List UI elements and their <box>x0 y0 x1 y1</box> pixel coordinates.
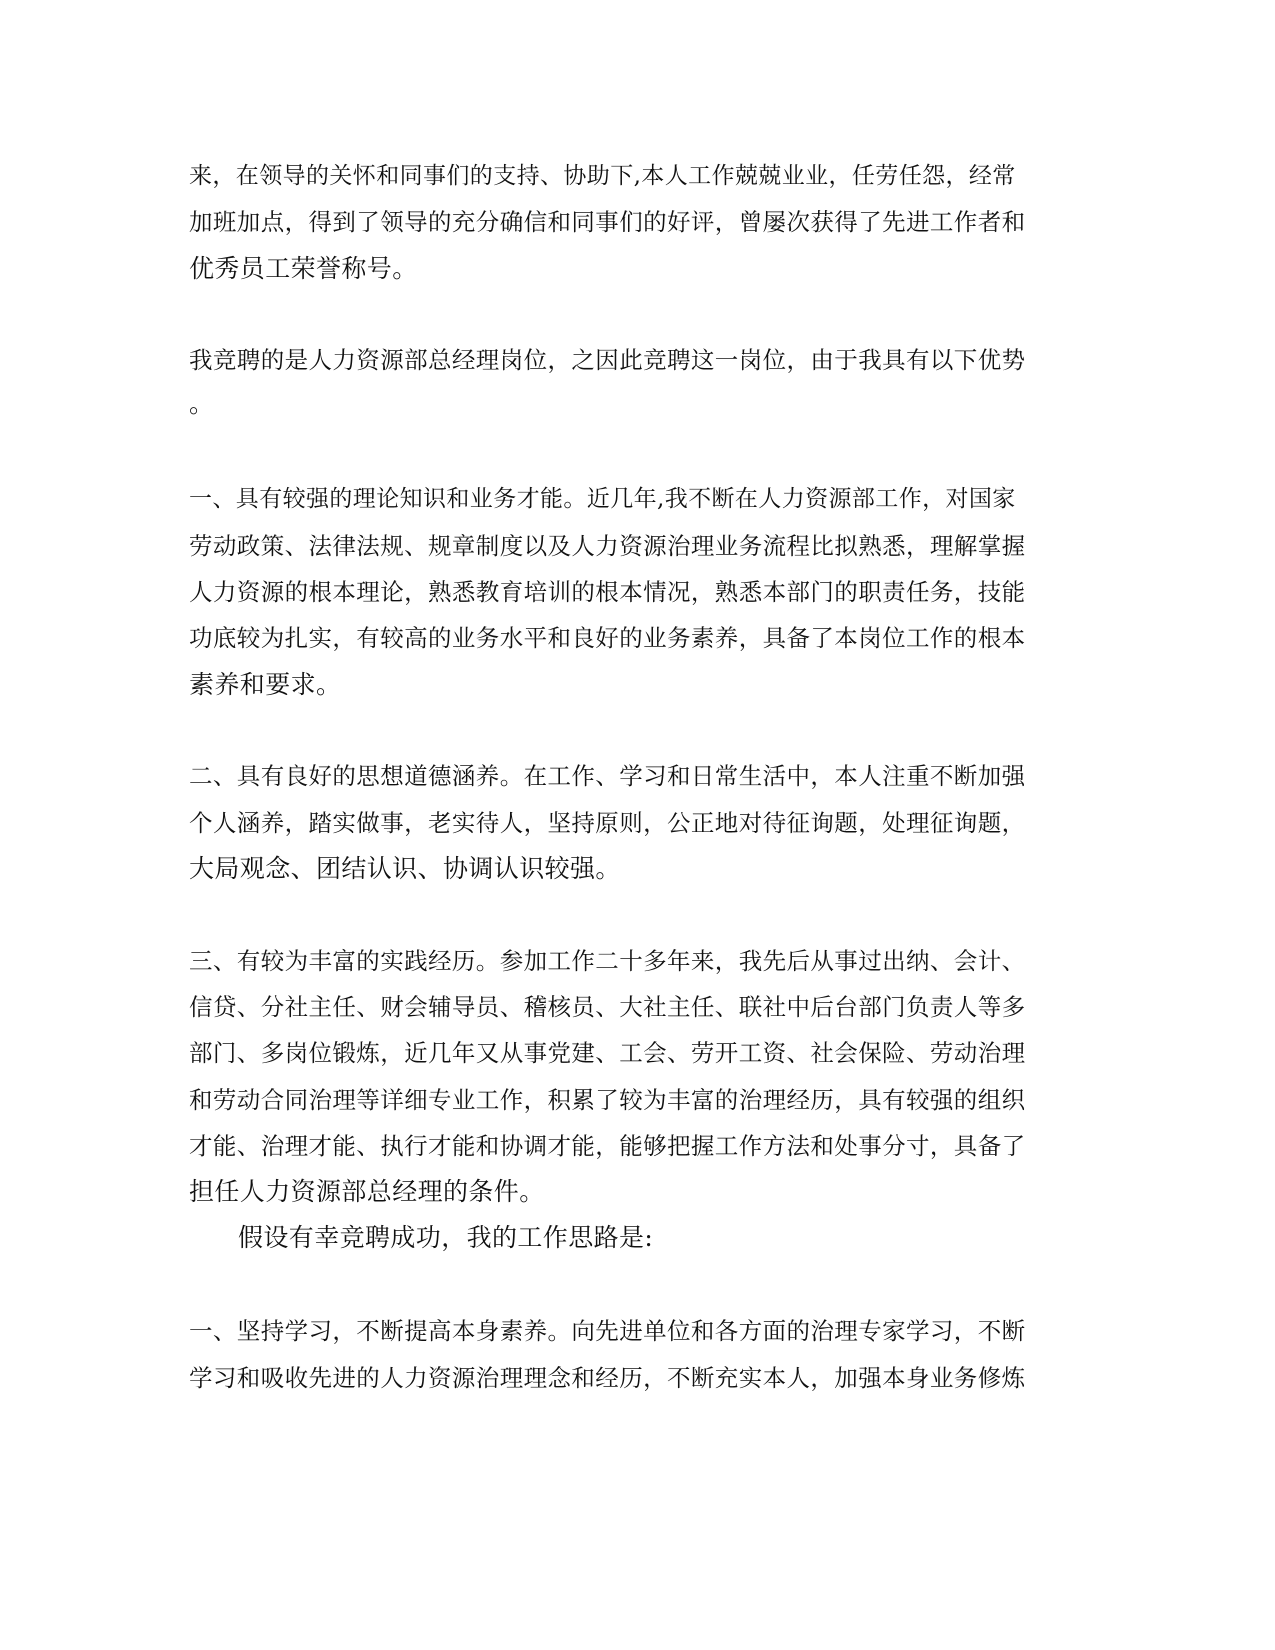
paragraph-3-line-1: 一、具有较强的理论知识和业务才能。近几年,我不断在人力资源部工作，对国家 <box>189 486 1016 512</box>
paragraph-2-line-1: 我竞聘的是人力资源部总经理岗位，之因此竞聘这一岗位，由于我具有以下优势 <box>189 346 1026 374</box>
paragraph-5-line-2: 信贷、分社主任、财会辅导员、稽核员、大社主任、联社中后台部门负责人等多 <box>189 993 1026 1021</box>
paragraph-4-line-1: 二、具有良好的思想道德涵养。在工作、学习和日常生活中，本人注重不断加强 <box>189 762 1026 790</box>
paragraph-5-line-4: 和劳动合同治理等详细专业工作，积累了较为丰富的治理经历，具有较强的组织 <box>189 1086 1026 1114</box>
paragraph-7-line-1: 一、坚持学习，不断提高本身素养。向先进单位和各方面的治理专家学习，不断 <box>189 1317 1026 1345</box>
paragraph-5-line-5: 才能、治理才能、执行才能和协调才能，能够把握工作方法和处事分寸，具备了 <box>189 1132 1026 1160</box>
paragraph-3-line-3: 人力资源的根本理论，熟悉教育培训的根本情况，熟悉本部门的职责任务，技能 <box>189 578 1026 606</box>
paragraph-3-line-5: 素养和要求。 <box>189 670 342 699</box>
paragraph-4-line-2: 个人涵养，踏实做事，老实待人，坚持原则，公正地对待征询题，处理征询题， <box>189 809 1026 837</box>
paragraph-7-line-2: 学习和吸收先进的人力资源治理理念和经历，不断充实本人，加强本身业务修炼 <box>189 1364 1026 1392</box>
paragraph-6-line-1: 假设有幸竞聘成功，我的工作思路是: <box>238 1223 654 1252</box>
paragraph-3-line-4: 功底较为扎实，有较高的业务水平和良好的业务素养，具备了本岗位工作的根本 <box>189 624 1026 652</box>
paragraph-1-line-1: 来，在领导的关怀和同事们的支持、协助下,本人工作兢兢业业，任劳任怨，经常 <box>189 163 1016 189</box>
paragraph-5-line-3: 部门、多岗位锻炼，近几年又从事党建、工会、劳开工资、社会保险、劳动治理 <box>189 1039 1026 1067</box>
paragraph-3-line-2: 劳动政策、法律法规、规章制度以及人力资源治理业务流程比拟熟悉，理解掌握 <box>189 532 1026 560</box>
paragraph-1-line-2: 加班加点，得到了领导的充分确信和同事们的好评，曾屡次获得了先进工作者和 <box>189 208 1026 236</box>
paragraph-5-line-1: 三、有较为丰富的实践经历。参加工作二十多年来，我先后从事过出纳、会计、 <box>189 947 1026 975</box>
paragraph-1-line-3: 优秀员工荣誉称号。 <box>189 254 418 283</box>
paragraph-4-line-3: 大局观念、团结认识、协调认识较强。 <box>189 854 621 883</box>
paragraph-2-line-2: 。 <box>189 389 215 418</box>
paragraph-5-line-6: 担任人力资源部总经理的条件。 <box>189 1177 545 1206</box>
